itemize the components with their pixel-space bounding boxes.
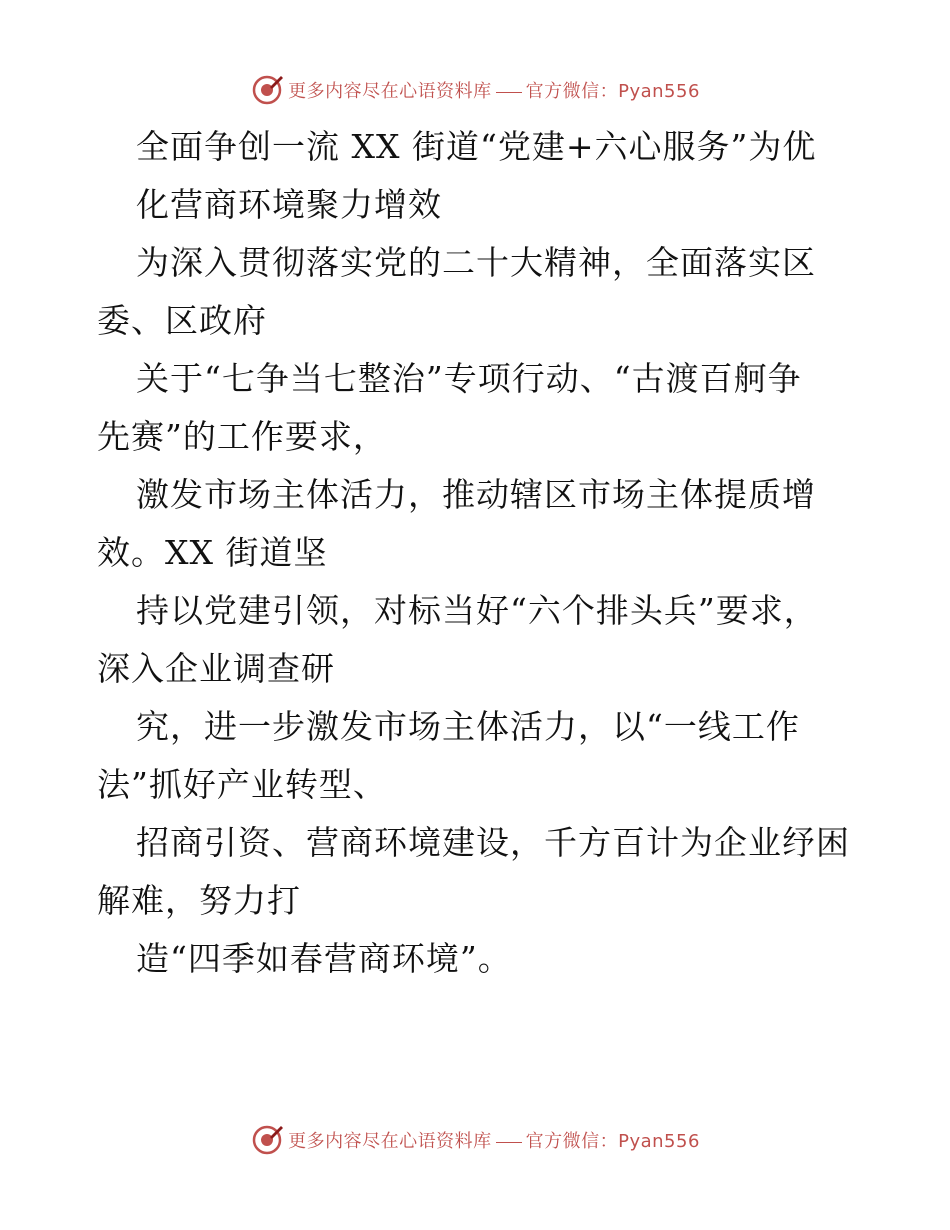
body-line-11: 招商引资、营商环境建设，千方百计为企业纾困	[136, 823, 850, 862]
body-line-8: 深入企业调查研	[97, 649, 335, 688]
footer-watermark	[0, 1120, 950, 1160]
body-line-1: 为深入贯彻落实党的二十大精神，全面落实区	[136, 243, 816, 282]
body-line-6: 效。XX 街道坚	[97, 533, 328, 572]
document-title-line-1: 全面争创一流 XX 街道“党建+六心服务”为优	[136, 127, 817, 166]
body-line-4: 先赛”的工作要求，	[97, 417, 387, 456]
body-line-9: 究，进一步激发市场主体活力，以“一线工作	[136, 707, 800, 746]
body-line-10: 法”抓好产业转型、	[97, 765, 387, 804]
body-line-3: 关于“七争当七整治”专项行动、“古渡百舸争	[136, 359, 802, 398]
body-line-2: 委、区政府	[97, 301, 267, 340]
seal-logo-icon	[250, 73, 284, 107]
watermark-text: 更多内容尽在心语资料库 官方微信：Pyan556	[288, 1131, 700, 1152]
document-title-line-2: 化营商环境聚力增效	[136, 185, 442, 224]
body-line-13: 造“四季如春营商环境”。	[136, 939, 512, 978]
body-line-5: 激发市场主体活力，推动辖区市场主体提质增	[136, 475, 816, 514]
watermark-text: 更多内容尽在心语资料库 官方微信：Pyan556	[288, 81, 700, 102]
body-line-12: 解难，努力打	[97, 881, 301, 920]
header-watermark	[0, 70, 950, 110]
body-line-7: 持以党建引领，对标当好“六个排头兵”要求，	[136, 591, 818, 630]
seal-logo-icon	[250, 1123, 284, 1157]
